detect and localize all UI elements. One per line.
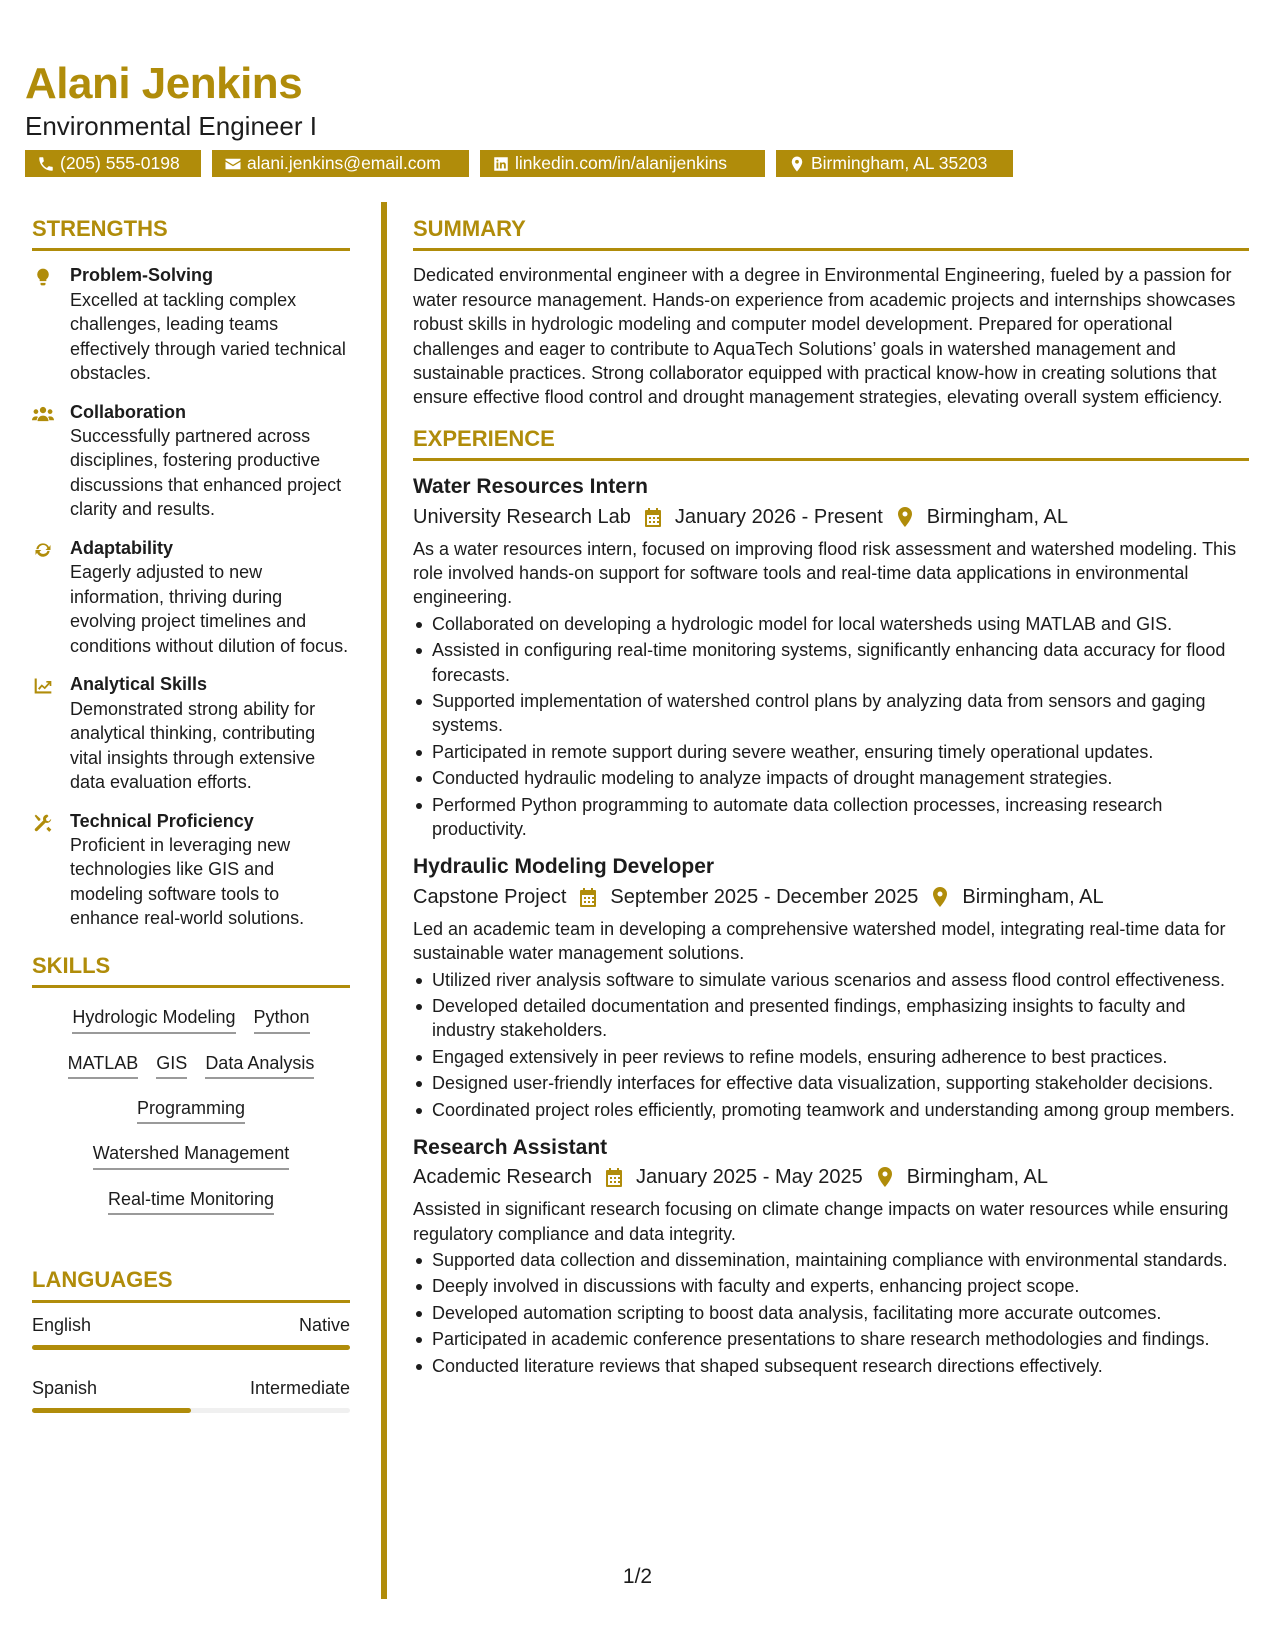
- skill-tag: Python: [254, 1006, 310, 1033]
- skill-tag: Programming: [137, 1097, 245, 1124]
- map-pin-icon: [930, 886, 952, 908]
- job-description: Led an academic team in developing a comprehensive watershed model, integrating real-time data for sustainable water management solutions.: [413, 918, 1226, 964]
- job-organization: Academic Research: [413, 1166, 592, 1189]
- job-bullet: Designed user-friendly interfaces for effective data visualization, supporting stakeholder decisions.: [413, 1071, 1249, 1095]
- contact-bar: [25, 150, 1013, 177]
- users-icon: [32, 400, 70, 522]
- experience-list: [413, 473, 1249, 1378]
- job-organization: Capstone Project: [413, 885, 567, 908]
- job-entry: [413, 853, 1249, 1122]
- job-meta: [413, 503, 1249, 531]
- skill-tag: Real-time Monitoring: [108, 1188, 274, 1215]
- job-meta: [413, 883, 1249, 911]
- calendar-icon: [643, 506, 665, 528]
- job-bullet: Conducted hydraulic modeling to analyze impacts of drought management strategies.: [413, 766, 1249, 790]
- job-bullet: Coordinated project roles efficiently, promoting teamwork and understanding among group members.: [413, 1098, 1249, 1122]
- phone-text: (205) 555-0198: [60, 153, 180, 173]
- line-chart-icon: [32, 672, 70, 794]
- job-bullet: Performed Python programming to automate data collection processes, increasing research productivity.: [413, 793, 1249, 842]
- skills-heading: SKILLS: [32, 953, 350, 988]
- job-title: Environmental Engineer I: [25, 111, 317, 141]
- languages-heading: LANGUAGES: [32, 1267, 350, 1302]
- strength-item: [32, 263, 350, 385]
- proficiency-bar: [32, 1345, 350, 1350]
- strength-name: Problem-Solving: [70, 265, 214, 286]
- job-description: As a water resources intern, focused on improving flood risk assessment and watershed modeling. This role involved hands-on support for software tools and real-time data applications in environmental engineering.: [413, 538, 1237, 608]
- phone-chip[interactable]: [25, 150, 201, 177]
- job-meta: [413, 1163, 1249, 1191]
- envelope-icon: [224, 155, 242, 173]
- strength-item: [32, 400, 350, 522]
- strength-desc: Proficient in leveraging new technologies like GIS and modeling software tools to enhance real-world solutions.: [70, 834, 305, 929]
- skills-list: [32, 1000, 350, 1215]
- tools-icon: [32, 809, 70, 931]
- linkedin-chip[interactable]: [480, 150, 765, 177]
- job-location: Birmingham, AL: [962, 885, 1104, 908]
- job-bullet: Supported data collection and dissemination, maintaining compliance with environmental standards.: [413, 1248, 1249, 1272]
- strength-item: [32, 809, 350, 931]
- location-text: Birmingham, AL 35203: [811, 153, 988, 173]
- language-level: Native: [298, 1314, 350, 1335]
- strength-name: Collaboration: [70, 401, 186, 422]
- job-dates: January 2025 - May 2025: [635, 1166, 863, 1189]
- phone-icon: [37, 155, 55, 173]
- job-bullet: Participated in academic conference presentations to share research methodologies and findings.: [413, 1327, 1249, 1351]
- page-number: 1/2: [622, 1565, 653, 1588]
- job-location: Birmingham, AL: [906, 1166, 1048, 1189]
- job-bullets: [413, 1248, 1249, 1378]
- job-entry-title: Water Resources Intern: [413, 475, 648, 499]
- strength-name: Adaptability: [70, 537, 174, 558]
- refresh-icon: [32, 536, 70, 658]
- map-pin-icon: [788, 155, 806, 173]
- job-bullet: Participated in remote support during severe weather, ensuring timely operational updates.: [413, 740, 1249, 764]
- right-column: [413, 216, 1249, 1390]
- language-level: Intermediate: [249, 1377, 350, 1398]
- job-bullet: Conducted literature reviews that shaped subsequent research directions effectively.: [413, 1354, 1249, 1378]
- calendar-icon: [604, 1166, 626, 1188]
- job-entry-title: Research Assistant: [413, 1135, 608, 1159]
- job-bullet: Supported implementation of watershed control plans by analyzing data from sensors and gaging systems.: [413, 689, 1249, 738]
- job-bullet: Developed detailed documentation and presented findings, emphasizing insights to faculty and industry stakeholders.: [413, 994, 1249, 1043]
- job-bullet: Deeply involved in discussions with faculty and experts, enhancing project scope.: [413, 1274, 1249, 1298]
- job-dates: January 2026 - Present: [674, 505, 883, 528]
- job-dates: September 2025 - December 2025: [610, 885, 919, 908]
- job-bullet: Assisted in configuring real-time monitoring systems, significantly enhancing data accuracy for flood forecasts.: [413, 638, 1249, 687]
- summary-text: Dedicated environmental engineer with a degree in Environmental Engineering, fueled by a passion for water resource management. Hands-on experience from academic projects and internships showcases robust skills in hydrologic modeling and computer model development. Prepared for operational challenges and eager to contribute to AquaTech Solutions’ goals in watershed management and sustainable practices. Strong collaborator equipped with practical know-how in creating solutions that ensure effective flood control and drought management strategies, elevating overall system efficiency.: [413, 265, 1236, 408]
- strength-item: [32, 536, 350, 658]
- lightbulb-icon: [32, 263, 70, 385]
- job-entry-title: Hydraulic Modeling Developer: [413, 855, 715, 879]
- strength-name: Technical Proficiency: [70, 810, 254, 831]
- job-bullet: Engaged extensively in peer reviews to refine models, ensuring adherence to best practices.: [413, 1045, 1249, 1069]
- proficiency-fill: [32, 1345, 350, 1350]
- job-bullets: [413, 968, 1249, 1122]
- strength-name: Analytical Skills: [70, 674, 208, 695]
- map-pin-icon: [895, 506, 917, 528]
- strength-desc: Eagerly adjusted to new information, thriving during evolving project timelines and conditions without dilution of focus.: [70, 562, 349, 656]
- skill-tag: Data Analysis: [205, 1052, 314, 1079]
- skill-tag: Hydrologic Modeling: [72, 1006, 235, 1033]
- language-item: [32, 1378, 350, 1413]
- experience-heading: EXPERIENCE: [413, 426, 1249, 461]
- skill-tag: GIS: [156, 1052, 187, 1079]
- skill-tag: Watershed Management: [93, 1142, 289, 1169]
- skill-tag: MATLAB: [68, 1052, 139, 1079]
- left-column: [32, 216, 350, 1441]
- job-location: Birmingham, AL: [926, 505, 1068, 528]
- calendar-icon: [578, 886, 600, 908]
- linkedin-text: linkedin.com/in/alanijenkins: [515, 153, 728, 173]
- proficiency-fill: [32, 1408, 191, 1413]
- strength-desc: Successfully partnered across disciplines, fostering productive discussions that enhanced project clarity and results.: [70, 425, 342, 520]
- job-entry: [413, 473, 1249, 841]
- job-bullet: Utilized river analysis software to simulate various scenarios and assess flood control effectiveness.: [413, 968, 1249, 992]
- strength-item: [32, 672, 350, 794]
- job-organization: University Research Lab: [413, 505, 631, 528]
- strength-desc: Demonstrated strong ability for analytical thinking, contributing vital insights through extensive data evaluation efforts.: [70, 698, 316, 793]
- language-name: English: [32, 1314, 92, 1335]
- summary-heading: SUMMARY: [413, 216, 1249, 251]
- strength-desc: Excelled at tackling complex challenges, leading teams effectively through varied technical obstacles.: [70, 289, 346, 384]
- language-name: Spanish: [32, 1377, 98, 1398]
- email-text: alani.jenkins@email.com: [247, 153, 441, 173]
- candidate-name: Alani Jenkins: [25, 59, 303, 108]
- map-pin-icon: [875, 1166, 897, 1188]
- location-chip[interactable]: [776, 150, 1013, 177]
- email-chip[interactable]: [212, 150, 469, 177]
- strengths-heading: STRENGTHS: [32, 216, 350, 251]
- job-bullet: Developed automation scripting to boost data analysis, facilitating more accurate outcomes.: [413, 1301, 1249, 1325]
- job-entry: [413, 1134, 1249, 1378]
- language-item: [32, 1315, 350, 1350]
- job-bullet: Collaborated on developing a hydrologic model for local watersheds using MATLAB and GIS.: [413, 612, 1249, 636]
- column-divider: [381, 202, 387, 1599]
- job-description: Assisted in significant research focusing on climate change impacts on water resources while ensuring regulatory compliance and data integrity.: [413, 1199, 1229, 1244]
- proficiency-bar: [32, 1408, 350, 1413]
- linkedin-icon: [492, 155, 510, 173]
- job-bullets: [413, 612, 1249, 842]
